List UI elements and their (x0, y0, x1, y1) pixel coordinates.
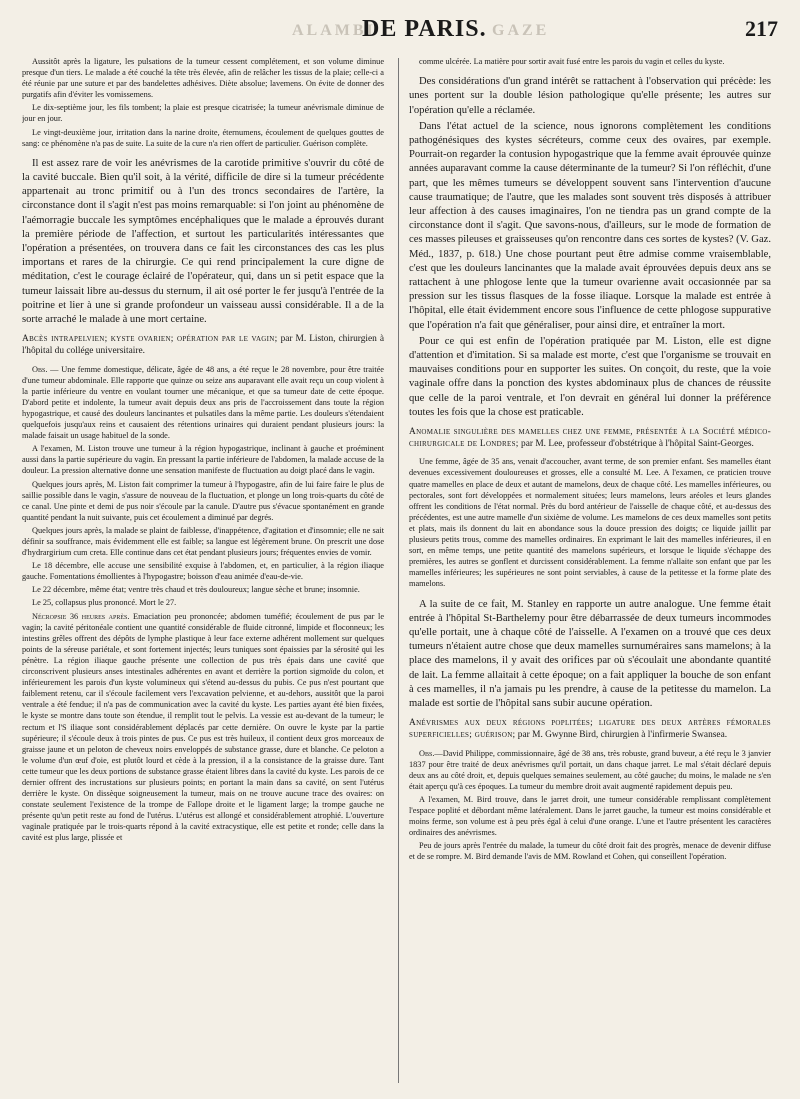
paragraph: A l'examen, M. Liston trouve une tumeur à la région hypogastrique, inclinant à gauche et proéminent aussi dans la partie supérieure du vagin. En pressant la partie inférieure de l'abdomen, la malade accuse de la douleur. La pression alternative donne une sensation manifeste de fluctuation au doigt placé dans le vagin. (22, 444, 384, 476)
necropsy-paragraph (22, 611, 384, 844)
paragraph: Quelques jours après, M. Liston fait comprimer la tumeur à l'hypogastre, afin de lui faire faire le plus de saillie possible dans le vagin, s'assure de nouveau de la fluctuation, et plonge un long trois-quarts du côté de ce canal. Une pinte et demi de pus noir s'écoule par la canule. D'autre pus s'évacue spontanément en grande quantité pendant la nuit suivante, puis cet écoulement a diminué par degrés. (22, 479, 384, 522)
necropsy-text: Emaciation peu prononcée; abdomen tuméfié; écoulement de pus par le vagin; la cavité péritonéale contient une quantité considérable de fluide citronné, limpide et floconneux; les intestins grêles offrent des dépôts de lymphe plastique à leur face externe adhérent mollement sur quelques points de la séreuse pariétale, et sont fortement injectés; leurs tuniques sont épaissies par la sérosité qui les pénètre. La région iliaque gauche présente une collection de pus très épais dans une cavité que circonscrivent plusieurs anses intestinales adhérentes en avant et derrière la portion sigmoïde du colon, et inférieurement les parois d'un kyste volumineux qui s'étend au-dessus du pubis. Ce pus n'est pourtant que faiblement retenu, car il s'écoule facilement vers l'excavation pelvienne, et au-dehors, aussitôt que la paroi ventrale a été fendue; il n'a pas de communication avec la cavité du kyste. Les parties ayant été bien fixées, le kyste se montre dans toute son étendue, il remplit tout le pelvis. La vessie est au-devant de la tumeur; le rectum et l'S iliaque sont considérablement déplacés par cette dernière. On ouvre le kyste par la partie supérieure; il s'écoule deux à trois pintes de pus. Ce pus est très huileux, il contient deux gros morceaux de graisse jaune et un peloton de cheveux noirs enveloppés de substance grasse, dure et blanche. Ce peloton a le volume d'un œuf d'oie, est plutôt lourd et cède à la pression, il a la consistance de la graisse dure. Tant cette tumeur que les deux portions de substance grasse étaient libres dans la cavité du kyste. Les parois de ce dernier offrent des incrustations sur plusieurs points; en portant la main dans sa cavité, on sent l'utérus derrière le kyste. On dissèque soigneusement la tumeur, mais on ne trouve aucune trace des ovaires: on constate seulement l'existence de la trompe de Fallope droite et le ligament large; la trompe gauche ne présente qu'un petit reste au fond de l'utérus. L'utérus est allongé et considérablement atrophié. L'ouverture vaginale pratiquée par le trois-quarts répond à la cavité extracystique, elle est petite et ronde; celle dans la cavité est plus large, plissée et (22, 611, 384, 843)
left-column (22, 56, 384, 1087)
column-divider (398, 58, 399, 1083)
article-heading-author: par M. Lee, professeur d'obstétrique à l'hôpital Saint-Georges. (521, 439, 754, 450)
page-number: 217 (745, 16, 778, 41)
running-title: DE PARIS. (362, 16, 487, 42)
paragraph: Une femme, âgée de 35 ans, venait d'accoucher, avant terme, de son premier enfant. Ses mamelles étant devenues excessivement douloureuses et grosses, elle a consulté M. Lee. A l'examen, ce praticien trouve quatre mamelles en place de deux et autant de mamelons, deux de chaque côté. Les mamelles inférieures, ou pectorales, sont fort développées et normalement situées; leurs mamelons, leurs aréoles et leurs glandes offrent les conditions de l'état normal. Près du bord antérieur de l'aisselle de chaque côté, et au-dessus des précédentes, est une autre mamelle d'un sixième de volume. Les mamelons de ces deux mamelles sont petits et plats, mais ils donnent du lait en abondance sous la douce pression des doigts; ce liquide jaillit par plusieurs petits trous, comme des mamelles ordinaires. En exprimant le lait des mamelles inférieures, il en sort, en même temps, une petite quantité des mamelons supérieurs, et lorsque le liquide s'échappe des premières, les autres se gonflent et durcissent considérablement. La femme n'allaite son enfant que par les mamelles inférieures; les supérieures ne sont point serviables, à cause de la petitesse et la forme plate des mamelons. (409, 457, 771, 589)
paragraph: Le 22 décembre, même état; ventre très chaud et très douloureux; langue sèche et brune; insomnie. (32, 585, 360, 595)
article-heading (409, 717, 771, 741)
commentary-paragraph: A la suite de ce fait, M. Stanley en rapporte un autre analogue. Une femme était entrée à l'hôpital St-Barthelemy pour être débarrassée de deux tumeurs incommodes qu'elle portait, une à chaque côté de l'aisselle. A l'examen on a trouvé que ces deux tumeurs n'étaient autre chose que deux mamelles surnuméraires sans mamelons; à la place des mamelons, il y avait des orifices par où s'écoulait une abondante quantité de lait. La femme allaitait à cette époque; on a fait appliquer la bouche de son enfant à ces mamelles, il n'a jamais pu les prendre, à cause de la petitesse du mamelon. La malade est sortie de l'hôpital sans subir aucune opération. (409, 598, 771, 709)
paragraph: Le 18 décembre, elle accuse une sensibilité exquise à l'abdomen, et, en particulier, à la région iliaque gauche. Fomentations émollientes à l'hypogastre; boisson d'eau animée d'eau-de-vie. (22, 561, 384, 582)
paragraph: A l'examen, M. Bird trouve, dans le jarret droit, une tumeur considérable remplissant complètement l'espace poplité et débordant même latéralement. Dans le jarret gauche, la tumeur est moins considérable et moins ferme, son volume est à peu près égal à celui d'une orange. L'une et l'autre présentent les caractères ordinaires des anévrismes. (409, 794, 771, 838)
bleed-through-text-left: ALAMBI (292, 22, 376, 39)
article-heading-title: Anomalie singulière des mamelles chez une femme, présentée à la Société médico-chirurgicale de Londres; (409, 426, 771, 450)
article-heading-author: par M. Liston, chirurgien à l'hôpital du collége universitaire. (22, 334, 384, 357)
observation-paragraph (22, 364, 384, 442)
commentary-paragraph: Pour ce qui est enfin de l'opération pratiquée par M. Liston, elle est digne d'attention et d'imitation. Si sa malade est morte, c'est que l'organisme se trouvait en mauvaises conditions pour en supporter les suites. On conçoit, du reste, que la voie vaginale offre dans la ponction des kystes abdominaux plus de chances de réussite que celle de la paroi ventrale, et l'on devrait en général lui donner la préférence toutes les fois que la chose est praticable. (409, 335, 771, 418)
article-heading-author: par M. Gwynne Bird, chirurgien à l'infirmerie Swansea. (517, 730, 728, 741)
article-heading-title: Abcès intrapelvien; kyste ovarien; opération par le vagin; (22, 334, 278, 345)
paragraph: Le vingt-deuxième jour, irritation dans la narine droite, éternumens, écoulement de quelques gouttes de sang: ce phénomène n'a pas de suite. La suite de la cure n'a rien offert de particulier. Guérison complète. (22, 127, 384, 148)
observation-paragraph (409, 748, 771, 792)
paragraph: Quelques jours après, la malade se plaint de faiblesse, d'inappétence, d'agitation et d'insomnie; elle ne sait définir sa souffrance, mais évidemment elle est faible; sa langue est légèrement brune. On prescrit une dose d'hydrargirium cum creta. Elle continue dans cet état pendant plusieurs jours; fréquentes envies de vomir. (22, 525, 384, 558)
article-heading-title: Anévrismes aux deux régions poplitées; ligature des deux artères fémorales superficielles; guérison; (409, 718, 771, 741)
paragraph: Le 25, collapsus plus prononcé. Mort le 27. (32, 598, 177, 608)
obs-text: — Une femme domestique, délicate, âgée de 48 ans, a été reçue le 28 novembre, pour être traitée d'une tumeur abdominale. Elle rapporte que quinze ou seize ans auparavant elle avait reçu un coup violent à la partie inférieure du ventre en voulant tourner une mécanique, et que sa tumeur date de cette époque. D'abord petite et indolente, la tumeur avait depuis deux ans pris de l'accroissement dans toute la région hypogastrique, et causé des douleurs lancinantes et pulsatiles dans la même partie. Les douleurs s'étendaient quelquefois jusqu'aux reins et causaient des rétentions urinaires qui duraient pendant plusieurs jours: la malade faisait un usage habituel de la sonde. (22, 364, 384, 441)
commentary-paragraph: Il est assez rare de voir les anévrismes de la carotide primitive s'ouvrir du côté de la cavité buccale. Bien qu'il soit, à la vérité, difficile de dire si la tumeur précédente appartenait au tronc primitif ou à l'un des troncs secondaires de l'artère, la circonstance dont il s'agit n'est pas moins remarquable: si l'on joint au phénomène de l'aémorragie buccale les symptômes encéphaliques que le malade a éprouvés durant la première période de l'affection, et surtout les particularités intéressantes que l'opération a présentées, on trouvera dans ce fait les circonstances des cas les plus importans et rares de la chirurgie. Ce qui rend principalement la cure digne de méditation, c'est le courage éclairé de l'opérateur, qui, dans un si petit espace que la tumeur laissait libre au-dessus du sternum, il ait osé porter le fer jusqu'à l'entrée de la poitrine et lier à une si grande profondeur un vaisseau aussi considérable. Il a de la sorte arraché le malade à une mort certaine. (22, 157, 384, 325)
commentary-paragraph: Des considérations d'un grand intérêt se rattachent à l'observation qui précède: les unes portent sur la double lésion pathologique qu'elle présente; les autres sur l'opération qu'elle a réclamée. (409, 76, 771, 116)
paragraph: comme ulcérée. La matière pour sortir avait fusé entre les parois du vagin et celles du kyste. (419, 57, 725, 66)
right-column (409, 56, 771, 1087)
necropsy-label: Nécropsie 36 heures après. (32, 611, 130, 621)
obs-label: Obs. (32, 364, 48, 374)
bleed-through-text-right: GAZE (492, 22, 550, 39)
paragraph: Le dix-septième jour, les fils tombent; la plaie est presque cicatrisée; la tumeur anévrismale diminue de jour en jour. (22, 103, 384, 124)
obs-text: —David Philippe, commissionnaire, âgé de 38 ans, très robuste, grand buveur, a été reçu le 3 janvier 1837 pour être traité de deux anévrismes qu'il portait, un dans chaque jarret. Le mal s'était déclaré depuis deux ans au côté droit, et, depuis quelques semaines seulement, au côté gauche; du moins, le malade ne s'en était aperçu qu'à ces époques. La tumeur du membre droit avait augmenté rapidement depuis peu. (409, 748, 771, 791)
paragraph: Peu de jours après l'entrée du malade, la tumeur du côté droit fait des progrès, menace de devenir diffuse et de se rompre. M. Bird demande l'avis de MM. Rowland et Cohen, qui conseillent l'opération. (409, 841, 771, 862)
obs-label: Obs. (419, 748, 435, 758)
paragraph: Aussitôt après la ligature, les pulsations de la tumeur cessent complétement, et son volume diminue presque d'un tiers. Le malade a été couché la tête très élevée, afin de relâcher les tissus de la plaie; celle-ci a été réunie par une suture et par des bandelettes adhésives. Diète absolue; lavemens. On évite de donner des purgatifs afin d'éviter les vomissemens. (22, 57, 384, 100)
article-heading (409, 426, 771, 450)
article-heading (22, 333, 384, 357)
page-header (22, 14, 778, 44)
commentary-paragraph: Dans l'état actuel de la science, nous ignorons complètement les conditions pathogénésiques des kystes sécréteurs, comme ceux des ovaires, par exemple. Pourrait-on regarder la contusion hypogastrique que la femme avait éprouvée quinze années auparavant comme la cause déterminante de la tumeur? Si l'on réfléchit, d'une part, que les mêmes tumeurs se développent souvent sans l'intervention d'aucune cause traumatique; de l'autre, que les malades sont souvent très disposés à attribuer leur affection à des causes imaginaires, l'on ne tiendra pas un grand compte de la circonstance dont il s'agit. Que savons-nous, d'ailleurs, sur le mode de formation de ces masses pileuses et graisseuses qu'on rencontre dans ces sortes de kystes? (V. Gaz. Méd., 1837, p. 618.) Une chose pourtant peut être admise comme vraisemblable, c'est que les douleurs lancinantes que la malade avait éprouvées depuis deux ans se rattachent à une phlogose lente que la tumeur ovarienne avait occasionnée par sa pression sur les tissus flasques de la fosse iliaque. Lorsque la malade est entrée à l'hôpital, elle était évidemment encore sous l'influence de cette phlogose suppurative que l'opération n'a fait que généraliser, pour ainsi dire, et entraîner la mort. (409, 120, 771, 331)
